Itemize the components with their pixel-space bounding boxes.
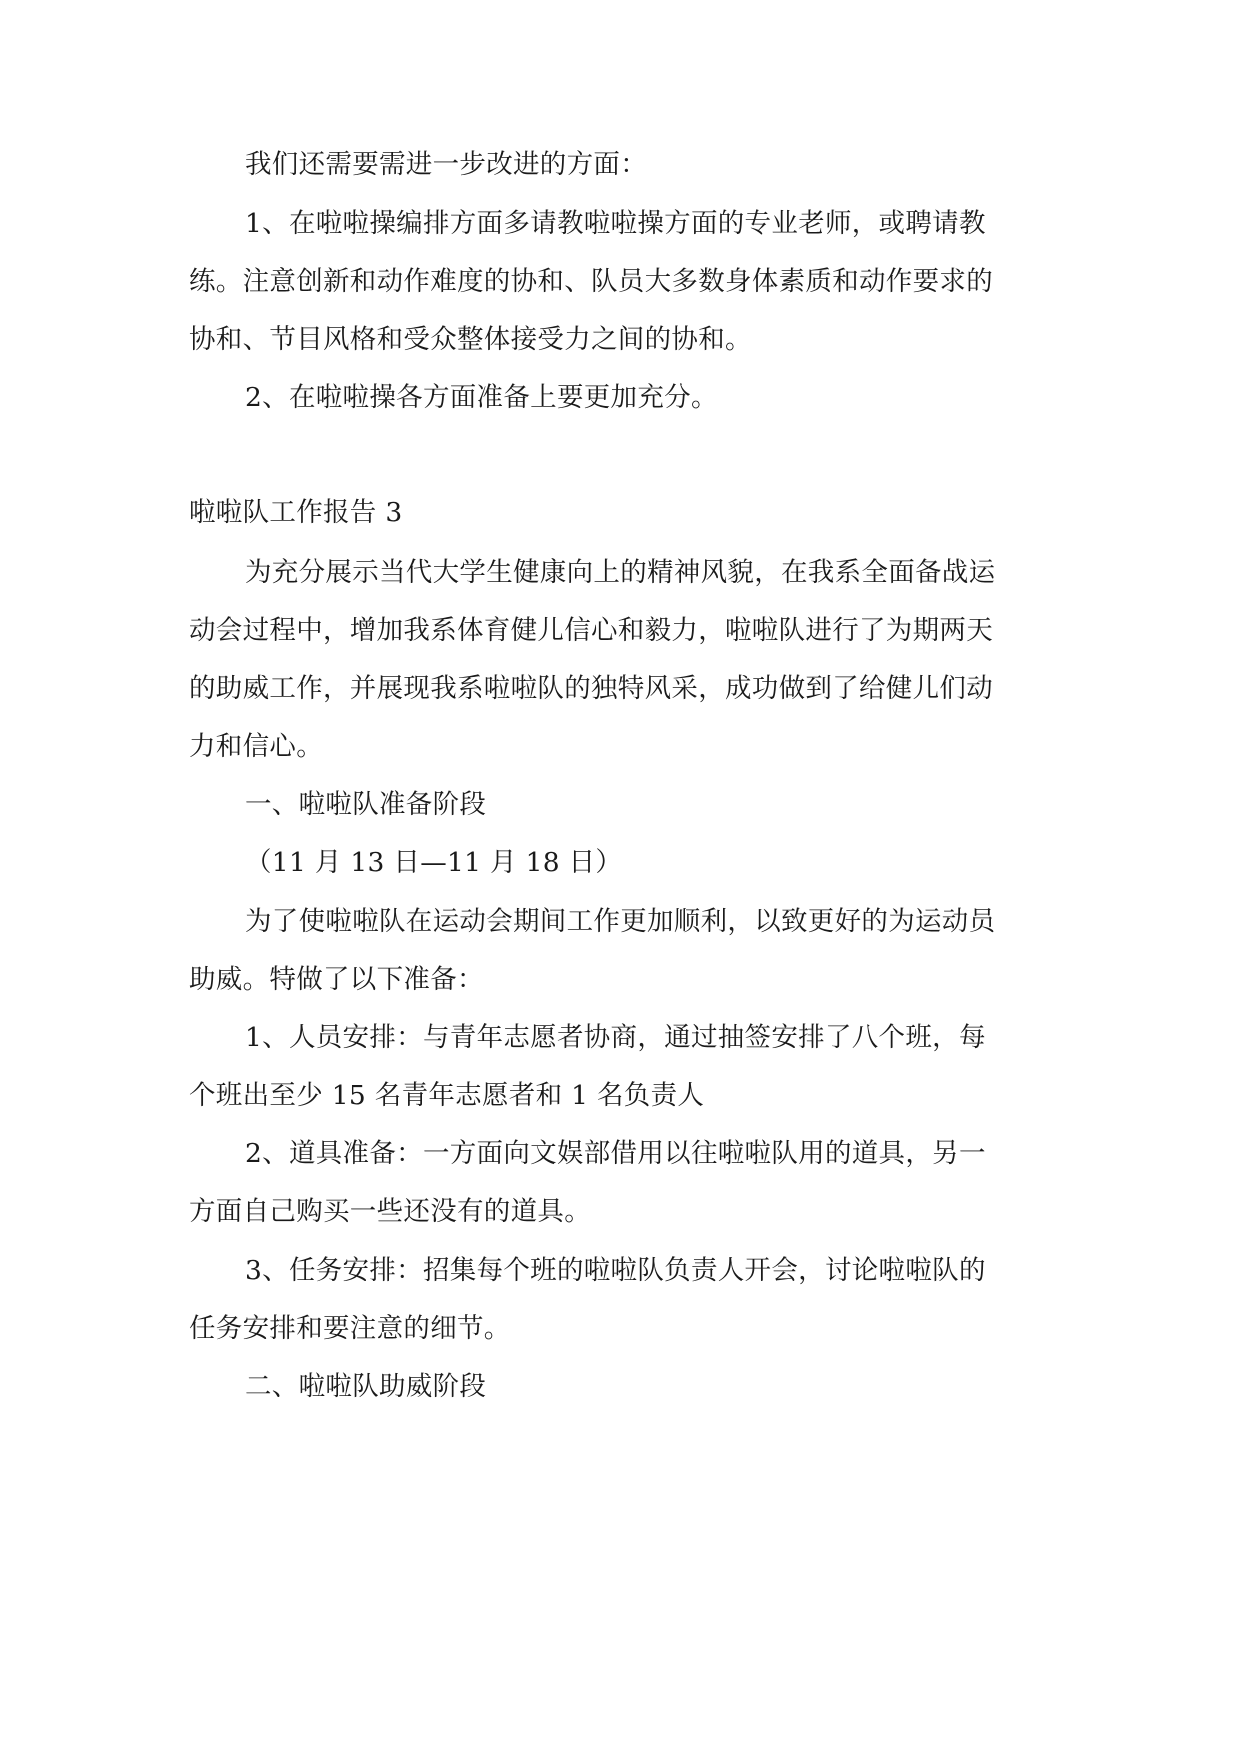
subsection-heading: 二、啦啦队助威阶段 xyxy=(245,1371,487,1402)
paragraph-line: 2、在啦啦操各方面准备上要更加充分。 xyxy=(245,382,718,413)
paragraph-line: 2、道具准备：一方面向文娱部借用以往啦啦队用的道具，另一 xyxy=(245,1138,986,1169)
paragraph-line: 动会过程中，增加我系体育健儿信心和毅力，啦啦队进行了为期两天 xyxy=(189,615,993,646)
paragraph-line: 为充分展示当代大学生健康向上的精神风貌，在我系全面备战运 xyxy=(245,557,996,588)
paragraph-line: 力和信心。 xyxy=(189,731,323,762)
paragraph-line: 协和、节目风格和受众整体接受力之间的协和。 xyxy=(189,324,752,355)
paragraph-line: 任务安排和要注意的细节。 xyxy=(189,1313,511,1344)
paragraph-line: 个班出至少 15 名青年志愿者和 1 名负责人 xyxy=(189,1080,705,1111)
subsection-heading: 一、啦啦队准备阶段 xyxy=(245,789,487,820)
paragraph-line: 1、在啦啦操编排方面多请教啦啦操方面的专业老师，或聘请教 xyxy=(245,208,986,239)
section-title: 啦啦队工作报告 3 xyxy=(189,497,403,528)
date-range: （11 月 13 日—11 月 18 日） xyxy=(245,847,623,878)
paragraph-line: 为了使啦啦队在运动会期间工作更加顺利，以致更好的为运动员 xyxy=(245,906,996,937)
paragraph-line: 练。注意创新和动作难度的协和、队员大多数身体素质和动作要求的 xyxy=(189,266,993,297)
paragraph-line: 3、任务安排：招集每个班的啦啦队负责人开会，讨论啦啦队的 xyxy=(245,1255,986,1286)
paragraph-line: 1、人员安排：与青年志愿者协商，通过抽签安排了八个班，每 xyxy=(245,1022,986,1053)
paragraph-line: 的助威工作，并展现我系啦啦队的独特风采，成功做到了给健儿们动 xyxy=(189,673,993,704)
paragraph-line: 助威。特做了以下准备： xyxy=(189,964,484,995)
paragraph-line: 我们还需要需进一步改进的方面： xyxy=(245,149,647,180)
paragraph-line: 方面自己购买一些还没有的道具。 xyxy=(189,1196,591,1227)
